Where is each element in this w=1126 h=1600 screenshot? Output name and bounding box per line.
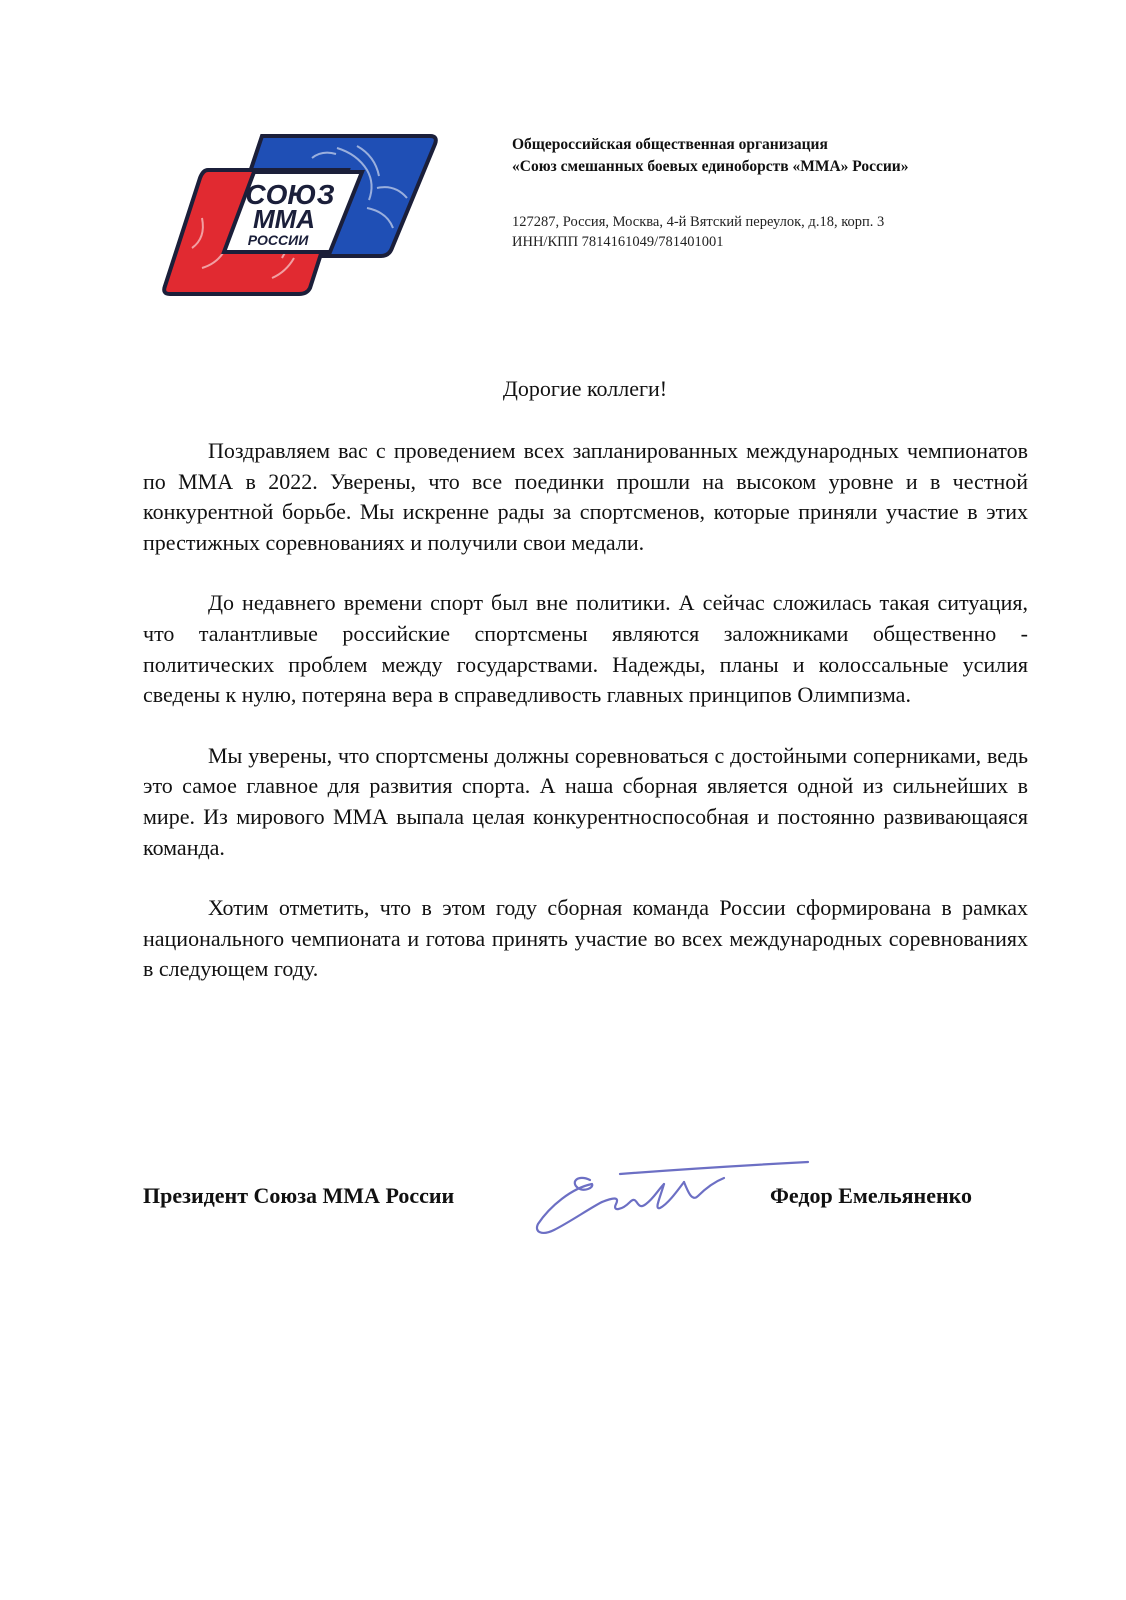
letter-body bbox=[143, 436, 1028, 1015]
signatory-name: Федор Емельяненко bbox=[770, 1183, 973, 1208]
letter-greeting: Дорогие коллеги! bbox=[502, 376, 668, 401]
letter-paragraph: До недавнего времени спорт был вне политики. А сейчас сложилась такая ситуация, что талантливые российские спортсмены являются заложниками общественно - политических проблем между государствами. Надежды, планы и колоссальные усилия сведены к нулю, потеряна вера в справедливость главных принципов Олимпизма. bbox=[143, 590, 1028, 708]
signatory-title: Президент Союза ММА России bbox=[143, 1183, 455, 1208]
org-name-line2: «Союз смешанных боевых единоборств «ММА» России» bbox=[512, 158, 909, 175]
org-inn: ИНН/КПП 7814161049/781401001 bbox=[512, 234, 724, 250]
mma-russia-logo bbox=[162, 128, 442, 296]
logo-text-line3: РОССИИ bbox=[247, 232, 309, 248]
org-details bbox=[512, 212, 1092, 252]
letter-paragraph: Поздравляем вас с проведением всех запланированных международных чемпионатов по ММА в 2022. Уверены, что все поединки прошли на высоком уровне и в честной конкурентной борьбе. Мы искренне рады за спортсменов, которые приняли участие в этих престижных соревнованиях и получили свои медали. bbox=[143, 438, 1028, 555]
logo-text-line2: ММА bbox=[252, 204, 316, 234]
organization-header bbox=[512, 134, 1092, 252]
letter-paragraph: Хотим отметить, что в этом году сборная команда России сформирована в рамках национального чемпионата и готова принять участие во всех международных соревнованиях в следующем году. bbox=[143, 895, 1028, 982]
letter-paragraph: Мы уверены, что спортсмены должны соревноваться с достойными соперниками, ведь это самое главное для развития спорта. А наша сборная является одной из сильнейших в мире. Из мирового ММА выпала целая конкурентноспособная и постоянно развивающаяся команда. bbox=[143, 742, 1028, 860]
org-address: 127287, Россия, Москва, 4-й Вятский переулок, д.18, корп. 3 bbox=[512, 214, 885, 230]
logo-text-line1: СОЮЗ bbox=[245, 179, 335, 210]
org-name-line1: Общероссийская общественная организация bbox=[512, 136, 828, 153]
